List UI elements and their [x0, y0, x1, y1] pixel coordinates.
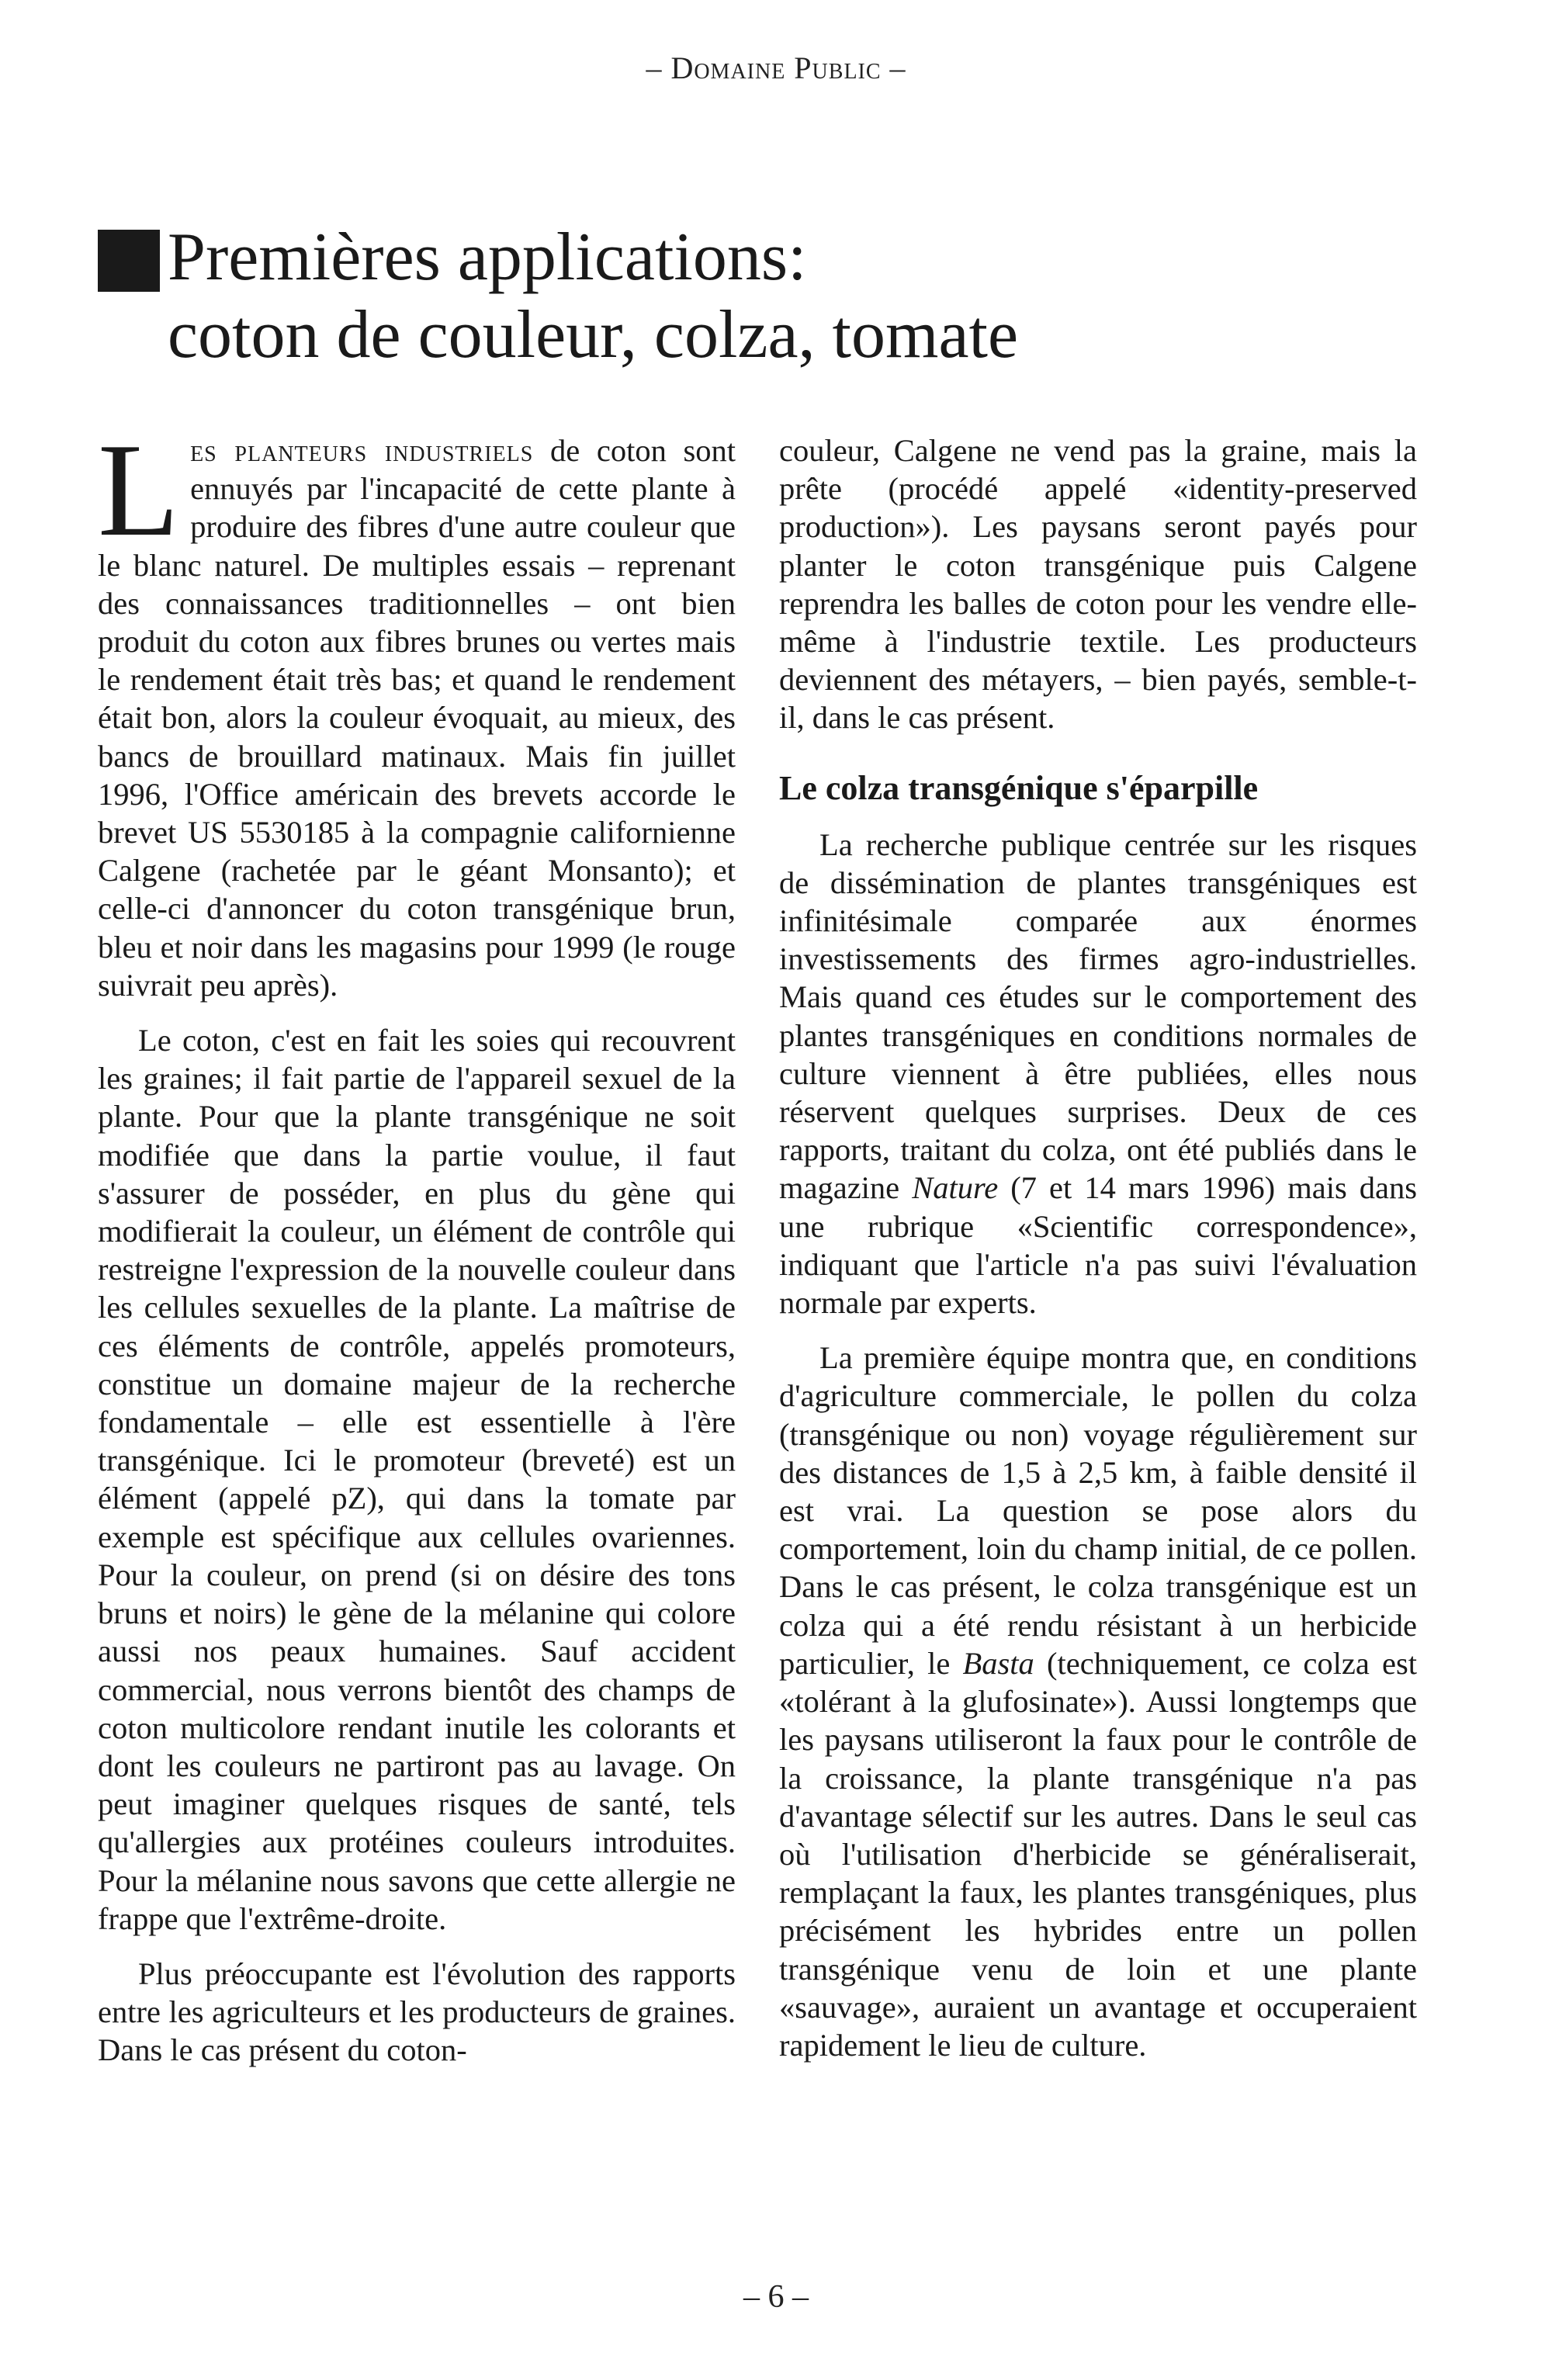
left-column — [98, 417, 736, 2087]
paragraph-4 — [779, 826, 1417, 1322]
article-title-block — [98, 219, 1479, 374]
paragraph-4-text-a: La recherche publique centrée sur les risques de dissémination de plantes transgéniques est infinitésimale comparée aux énormes investissements des firmes agro-industrielles. Mais quand ces études sur le comportement des plantes transgéniques en conditions normales de culture viennent à être publiées, elles nous réservent quelques surprises. Deux de ces rapports, traitant du colza, ont été publiés dans le magazine — [779, 826, 1417, 1206]
lead-paragraph — [98, 417, 736, 1004]
paragraph-5 — [779, 1339, 1417, 2064]
paragraph-5-italic: Basta — [962, 1645, 1034, 1681]
section-subheading: Le colza transgénique s'éparpille — [779, 768, 1259, 807]
article-title-line-2: coton de couleur, colza, tomate — [168, 297, 1019, 372]
article-title-line-1: Premières applications: — [168, 220, 807, 295]
paragraph-5-text-a: La première équipe montra que, en conditions d'agriculture commerciale, le pollen du colza (transgénique ou non) voyage régulièrement sur des distances de 1,5 à 2,5 km, à faible densité il est vrai. La question se pose alors du comportement, loin du champ initial, de ce pollen. Dans le cas présent, le colza transgénique est un colza qui a été rendu résistant à un herbicide particulier, le — [779, 1340, 1417, 1681]
running-head — [0, 50, 1552, 86]
paragraph-3-continued: couleur, Calgene ne vend pas la graine, mais la prête (procédé appelé «identity-preserved production»). Les paysans seront payés pour planter le coton transgénique puis Calgene reprendra les balles de coton pour les vendre elle-même à l'industrie textile. Les producteurs deviennent des métayers, – bien payés, semble-t-il, dans le cas présent. — [779, 433, 1417, 736]
drop-cap: L — [98, 417, 180, 564]
title-square-marker — [98, 230, 160, 292]
running-head-text: – Domaine Public – — [646, 50, 906, 85]
paragraph-5-text-b: (techniquement, ce colza est «tolérant à la glufosinate»). Aussi longtemps que les paysans utiliseront la faux pour le contrôle de la croissance, la plante transgénique n'a pas d'avantage sélectif sur les autres. Dans le seul cas où l'utilisation d'herbicide se généraliserait, remplaçant la faux, les plantes transgéniques, plus précisément les hybrides entre un pollen transgénique venu de loin et une plante «sauvage», auraient un avantage et occuperaient rapidement le lieu de culture. — [779, 1645, 1417, 2063]
page-number: – 6 – — [743, 2279, 809, 2315]
paragraph-2: Le coton, c'est en fait les soies qui recouvrent les graines; il fait partie de l'appareil sexuel de la plante. Pour que la plante transgénique ne soit modifiée que dans la partie voulue, il faut s'assurer de posséder, en plus du gène qui modifierait la couleur, un élément de contrôle qui restreigne l'expression de la nouvelle couleur dans les cellules sexuelles de la plante. La maîtrise de ces éléments de contrôle, appelés promoteurs, constitue un domaine majeur de la recherche fondamentale – elle est essentielle à l'ère transgénique. Ici le promoteur (breveté) est un élément (appelé pZ), qui dans la tomate par exemple est spécifique aux cellules ovariennes. Pour la couleur, on prend (si on désire des tons bruns et noirs) le gène de la mélanine qui colore aussi nos peaux humaines. Sauf accident commercial, nous verrons bientôt des champs de coton multicolore rendant inutile les colorants et dont les couleurs ne partiront pas au lavage. On peut imaginer quelques risques de santé, tels qu'allergies aux protéines couleurs introduites. Pour la mélanine nous savons que cette allergie ne frappe que l'extrême-droite. — [98, 1023, 736, 1936]
paragraph-4-text-b: (7 et 14 mars 1996) mais dans une rubrique «Scientific correspondence», indiquant que l'article n'a pas suivi l'évaluation normale par experts. — [779, 1170, 1417, 1321]
paragraph-4-italic: Nature — [912, 1170, 999, 1206]
right-column — [779, 431, 1417, 2081]
lead-text: de coton sont ennuyés par l'incapacité de cette plante à produire des fibres d'une autre couleur que le blanc naturel. De multiples essais – reprenant des connaissances traditionnelles – ont bien produit du coton aux fibres brunes ou vertes mais le rendement était très bas; et quand le rendement était bon, alors la couleur évoquait, au mieux, des bancs de brouillard matinaux. Mais fin juillet 1996, l'Office américain des brevets accorde le brevet US 5530185 à la compagnie californienne Calgene (rachetée par le géant Monsanto); et celle-ci d'annoncer du coton transgénique brun, bleu et noir dans les magasins pour 1999 (le rouge suivrait peu après). — [98, 433, 736, 1003]
lead-smallcaps: es planteurs industriels — [190, 433, 534, 468]
paragraph-3: Plus préoccupante est l'évolution des rapports entre les agriculteurs et les producteurs de graines. Dans le cas présent du coton- — [98, 1956, 736, 2068]
